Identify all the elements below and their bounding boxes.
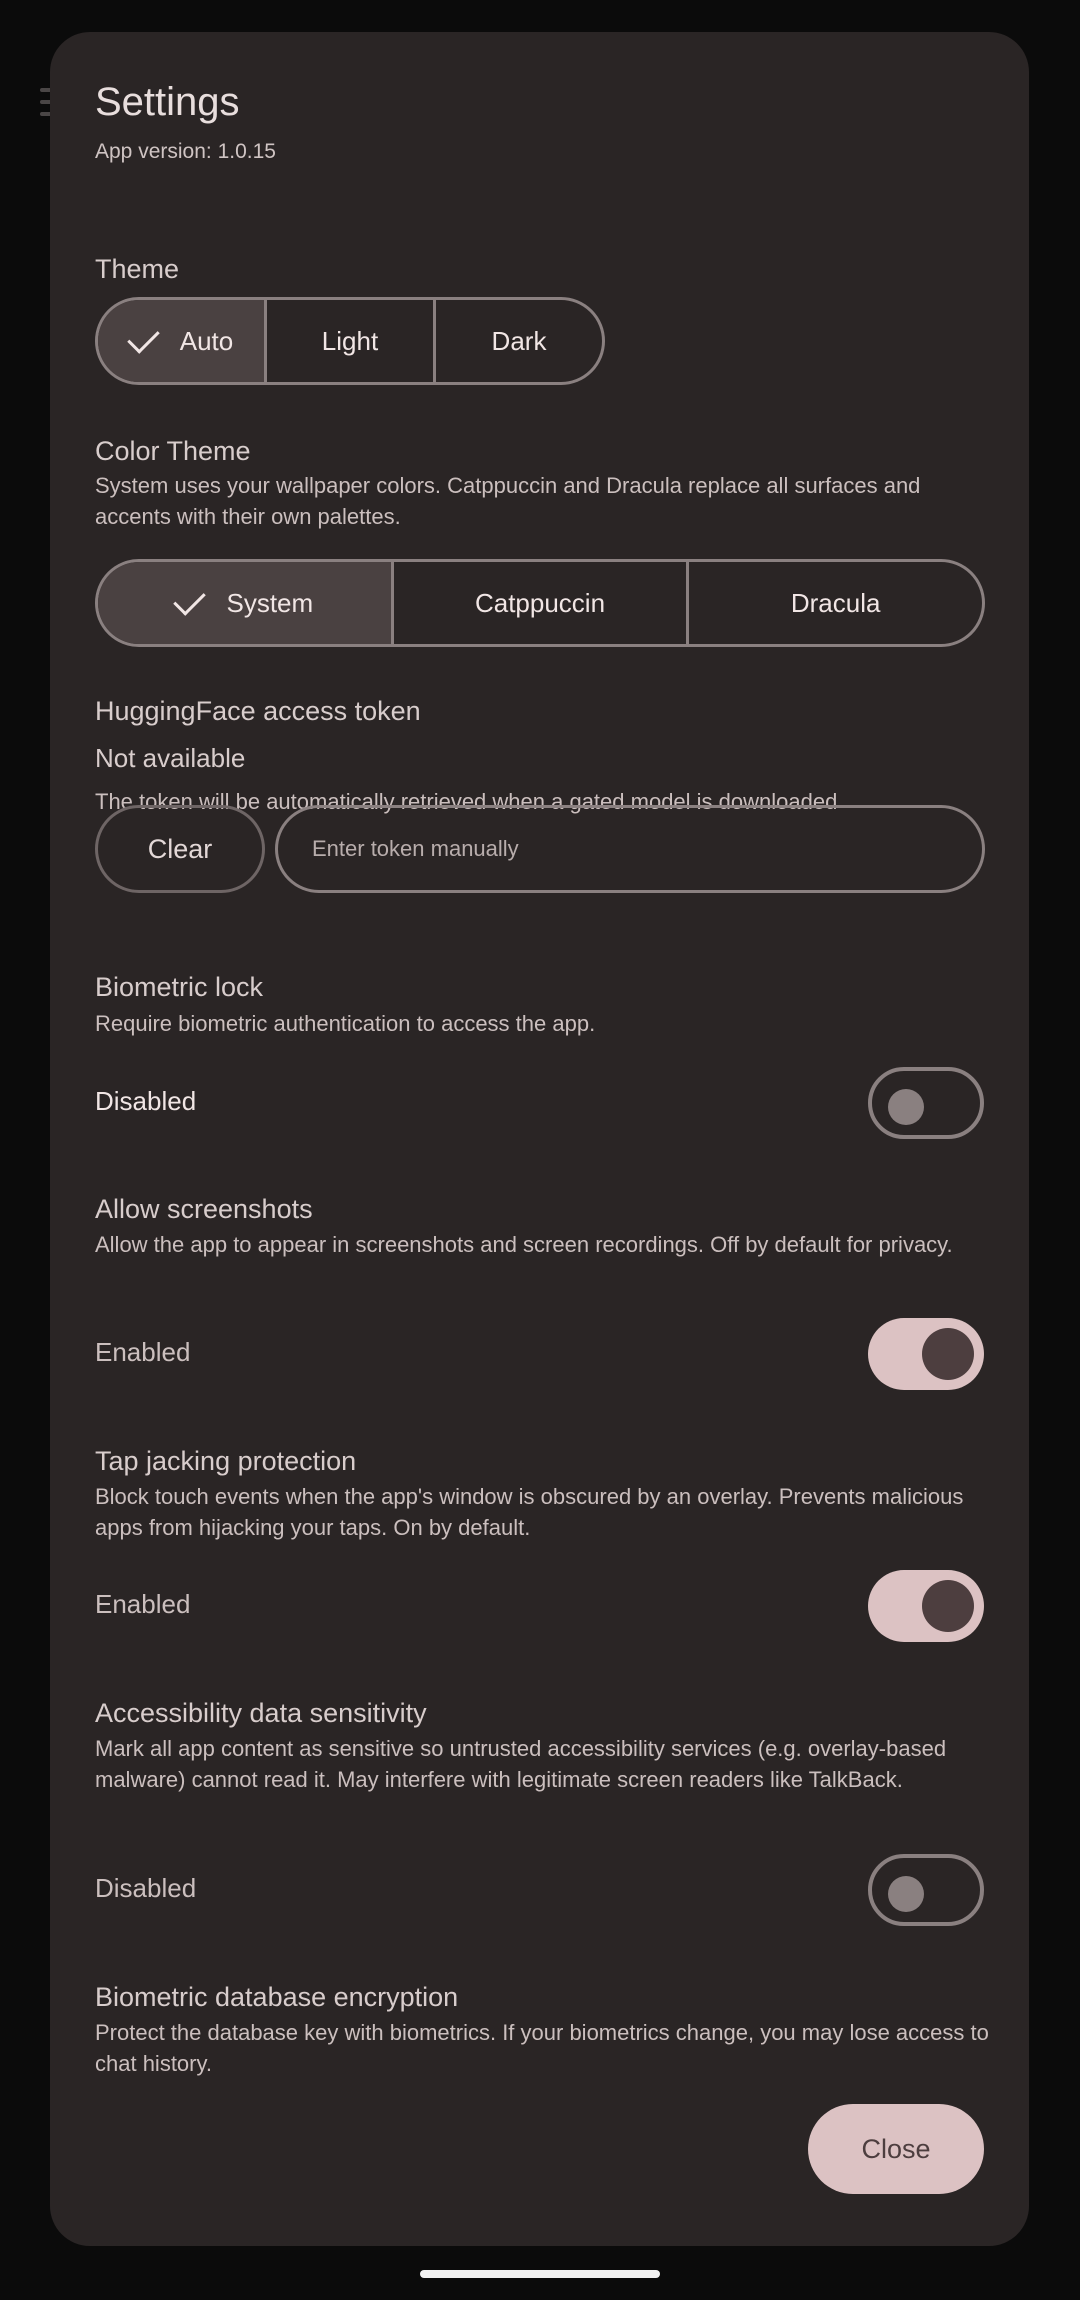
toggle-knob — [888, 1089, 924, 1125]
tap-jacking-label: Tap jacking protection — [95, 1446, 357, 1476]
home-indicator[interactable] — [420, 2270, 660, 2278]
toggle-knob — [922, 1580, 974, 1632]
hf-token-status: Not available — [95, 743, 246, 773]
biometric-lock-state: Disabled — [95, 1086, 197, 1116]
token-input[interactable] — [275, 805, 985, 893]
biometric-db-label: Biometric database encryption — [95, 1982, 459, 2012]
settings-dialog — [50, 32, 1029, 2246]
color-theme-option-label: Catppuccin — [474, 587, 606, 618]
biometric-lock-toggle[interactable] — [868, 1067, 984, 1139]
toggle-knob — [922, 1328, 974, 1380]
a11y-sensitivity-state: Disabled — [95, 1873, 197, 1903]
theme-option-auto[interactable] — [98, 300, 267, 382]
theme-option-label: Auto — [179, 325, 234, 356]
color-theme-option-label: Dracula — [790, 587, 881, 618]
hf-token-description: The token will be automatically retrieved when a gated model is downloaded — [95, 789, 838, 814]
theme-option-dark[interactable] — [436, 300, 602, 382]
a11y-sensitivity-label: Accessibility data sensitivity — [95, 1698, 427, 1728]
color-theme-description: System uses your wallpaper colors. Catppuccin and Dracula replace all surfaces and accents with their own palettes. — [95, 473, 921, 529]
toggle-knob — [888, 1876, 924, 1912]
dialog-title: Settings — [95, 80, 240, 124]
theme-option-label: Dark — [491, 325, 547, 356]
allow-screenshots-state: Enabled — [95, 1337, 191, 1367]
theme-option-label: Light — [321, 325, 379, 356]
color-theme-option-label: System — [226, 587, 314, 618]
theme-segmented-control — [95, 297, 605, 385]
tap-jacking-description: Block touch events when the app's window is obscured by an overlay. Prevents malicious apps from hijacking your taps. On by default. — [95, 1484, 964, 1540]
theme-label: Theme — [95, 254, 180, 284]
allow-screenshots-toggle[interactable] — [868, 1318, 984, 1390]
tap-jacking-state: Enabled — [95, 1589, 191, 1619]
biometric-lock-description: Require biometric authentication to access the app. — [95, 1011, 596, 1036]
a11y-sensitivity-toggle[interactable] — [868, 1854, 984, 1926]
app-version: App version: 1.0.15 — [95, 140, 276, 163]
clear-token-button[interactable]: Clear — [95, 805, 265, 893]
color-theme-option-catppuccin[interactable] — [394, 562, 690, 644]
color-theme-segmented-control — [95, 559, 985, 647]
biometric-lock-label: Biometric lock — [95, 972, 264, 1002]
color-theme-label: Color Theme — [95, 436, 251, 466]
allow-screenshots-description: Allow the app to appear in screenshots and screen recordings. Off by default for privacy. — [95, 1232, 953, 1257]
close-button[interactable]: Close — [808, 2104, 984, 2194]
color-theme-option-system[interactable] — [98, 562, 394, 644]
biometric-db-description: Protect the database key with biometrics. If your biometrics change, you may lose access to chat history. — [95, 2020, 989, 2076]
allow-screenshots-label: Allow screenshots — [95, 1194, 313, 1224]
theme-option-light[interactable] — [267, 300, 436, 382]
a11y-sensitivity-description: Mark all app content as sensitive so untrusted accessibility services (e.g. overlay-based malware) cannot read it. May interfere with legitimate screen readers like TalkBack. — [95, 1736, 947, 1792]
check-icon — [127, 321, 160, 354]
tap-jacking-toggle[interactable] — [868, 1570, 984, 1642]
color-theme-option-dracula[interactable] — [689, 562, 982, 644]
check-icon — [174, 583, 207, 616]
hf-token-label: HuggingFace access token — [95, 696, 421, 726]
